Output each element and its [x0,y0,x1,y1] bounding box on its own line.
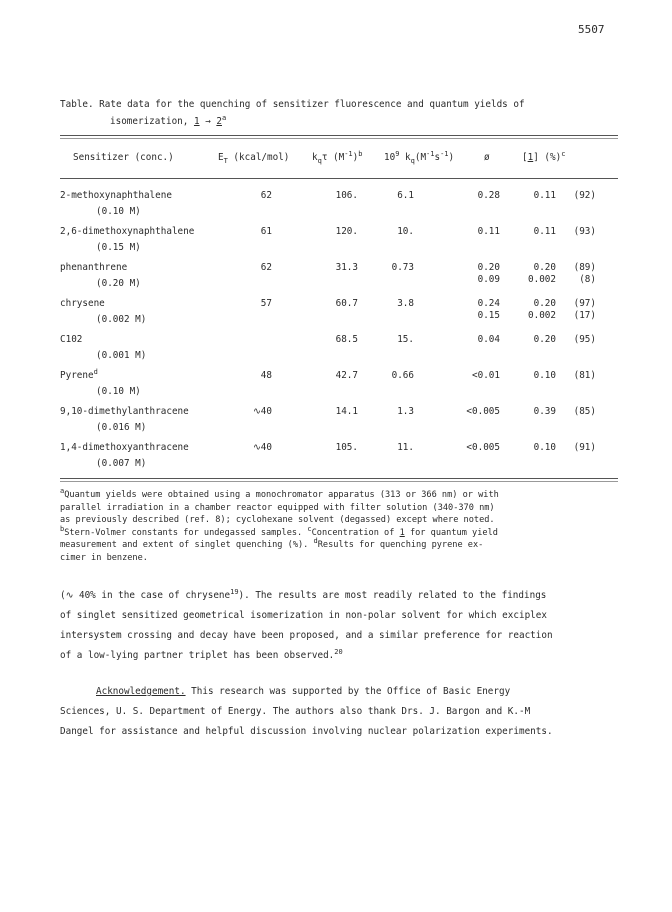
sensitizer-concentration: (0.007 M) [96,458,147,469]
cell-pct: (92) [573,190,596,201]
cell-pss: 0.39 [533,406,556,417]
cell-kq: 11. [397,442,414,453]
cell-et: ∿40 [253,442,272,453]
sensitizer-name: Pyrene$^d$ [60,367,98,381]
cell-pss: 0.10 [533,442,556,453]
cell-pss: 0.20 [533,298,556,309]
cell-phi: 0.24 [477,298,500,309]
sensitizer-concentration: (0.20 M) [96,278,141,289]
cell-pss-second: 0.002 [528,274,556,285]
ack-line-1: Acknowledgement. This research was supported by the Office of Basic Energy [96,686,511,697]
cell-phi-second: 0.09 [477,274,500,285]
cell-pct-second: (8) [579,274,596,285]
cell-phi: <0.005 [466,442,500,453]
sensitizer-concentration: (0.016 M) [96,422,147,433]
cell-pss-second: 0.002 [528,310,556,321]
body-paragraph [60,586,620,666]
cell-kqt: 31.3 [335,262,358,273]
body-line-2: of singlet sensitized geometrical isomerization in non-polar solvent for which exciplex [60,610,547,621]
cell-pss: 0.10 [533,370,556,381]
table-footnotes [60,489,620,565]
header-et: $E_T$ (kcal/mol) [218,152,290,165]
header-bottom-rule [60,178,618,179]
cell-kqt: 68.5 [335,334,358,345]
cell-kq: 0.73 [391,262,414,273]
header-sensitizer: Sensitizer (conc.) [73,152,174,163]
compound-2-ref: 2 [216,116,222,127]
cell-pct: (81) [573,370,596,381]
acknowledgement-paragraph [60,682,620,742]
cell-kq: 0.66 [391,370,414,381]
cell-pct: (93) [573,226,596,237]
cell-phi: <0.005 [466,406,500,417]
sensitizer-concentration: (0.10 M) [96,386,141,397]
footnote-bc-line: $^b$Stern-Volmer constants for undegassed samples. $^c$Concentration of 1 for quantum yield [60,524,498,538]
table-top-rule-2 [60,138,618,139]
cell-kqt: 14.1 [335,406,358,417]
sensitizer-name: C102 [60,334,83,345]
table-bottom-rule [60,478,618,479]
cell-et: 57 [260,298,272,309]
sensitizer-name: 1,4-dimethoxyanthracene [60,442,189,453]
sensitizer-name: 2-methoxynaphthalene [60,190,172,201]
compound-1-ref: 1 [193,116,200,127]
sensitizer-name: 2,6-dimethoxynaphthalene [60,226,195,237]
sensitizer-concentration: (0.001 M) [96,350,147,361]
cell-kqt: 105. [335,442,358,453]
cell-et: 48 [260,370,272,381]
reference-19: 19 [230,587,239,596]
sensitizer-concentration: (0.15 M) [96,242,141,253]
cell-phi: 0.04 [477,334,500,345]
cell-phi: 0.11 [477,226,500,237]
cell-et: 62 [260,190,272,201]
header-phi: ø [484,152,490,163]
cell-et: ∿40 [253,406,272,417]
table-caption [60,96,620,130]
cell-phi: <0.01 [472,370,500,381]
body-line-4: of a low-lying partner triplet has been observed.$^{20}$ [60,647,343,661]
cell-kqt: 106. [335,190,358,201]
cell-pct: (97) [573,298,596,309]
sensitizer-concentration: (0.10 M) [96,206,141,217]
cell-phi-second: 0.15 [477,310,500,321]
cell-pct: (95) [573,334,596,345]
cell-pss: 0.11 [533,226,556,237]
cell-phi: 0.28 [477,190,500,201]
cell-et: 61 [260,226,272,237]
reference-20: 20 [334,647,343,656]
table-top-rule [60,135,618,136]
footnote-a-line-1: $^a$Quantum yields were obtained using a monochromator apparatus (313 or 366 nm) or with [60,487,499,500]
footnote-cd-line: measurement and extent of singlet quenching (%). $^d$Results for quenching pyrene ex- [60,537,484,551]
table-bottom-rule-2 [60,481,618,482]
cell-pss: 0.20 [533,262,556,273]
footnote-a-line-3: as previously described (ref. 8); cyclohexane solvent (degassed) except where noted. [60,515,495,526]
sensitizer-name: 9,10-dimethylanthracene [60,406,189,417]
cell-phi: 0.20 [477,262,500,273]
cell-kqt: 120. [335,226,358,237]
cell-pct: (91) [573,442,596,453]
cell-pct: (89) [573,262,596,273]
caption-line-1: Table. Rate data for the quenching of sensitizer fluorescence and quantum yields of [60,99,525,110]
footnote-marker-a: a [221,113,227,122]
ack-line-3: Dangel for assistance and helpful discussion involving nuclear polarization experiments. [60,726,553,737]
cell-et: 62 [260,262,272,273]
cell-pss: 0.20 [533,334,556,345]
ack-heading: Acknowledgement. [96,686,186,697]
ack-line-2: Sciences, U. S. Department of Energy. The authors also thank Drs. J. Bargon and K.-M [60,706,531,717]
cell-kq: 15. [397,334,414,345]
body-line-3: intersystem crossing and decay have been proposed, and a similar preference for reaction [60,630,553,641]
cell-pct-second: (17) [573,310,596,321]
cell-kq: 3.8 [397,298,414,309]
sensitizer-name: phenanthrene [60,262,128,273]
caption-line-2: isomerization, $1 \to 2^a$ [110,113,227,127]
footnote-a-line-2: parallel irradiation in a chamber reactor equipped with filter solution (340-370 nm) [60,502,495,513]
cell-kqt: 42.7 [335,370,358,381]
header-conc: [1] (%)$^c$ [522,149,566,163]
body-line-1: (∿ 40% in the case of chrysene$^{19}$). The results are most readily related to the findings [60,587,547,601]
cell-kqt: 60.7 [335,298,358,309]
cell-pct: (85) [573,406,596,417]
cell-pss: 0.11 [533,190,556,201]
header-kq: $10^9$ $k_q(M^{-1}s^{-1})$ [384,149,455,165]
sensitizer-concentration: (0.002 M) [96,314,147,325]
footnote-d-line-2: cimer in benzene. [60,552,148,563]
sensitizer-name: chrysene [60,298,105,309]
cell-kq: 10. [397,226,414,237]
page-number: 5507 [578,23,605,36]
cell-kq: 6.1 [397,190,414,201]
header-kq-tau: $k_q\tau$ $(M^{-1})^b$ [312,149,363,165]
cell-kq: 1.3 [397,406,414,417]
